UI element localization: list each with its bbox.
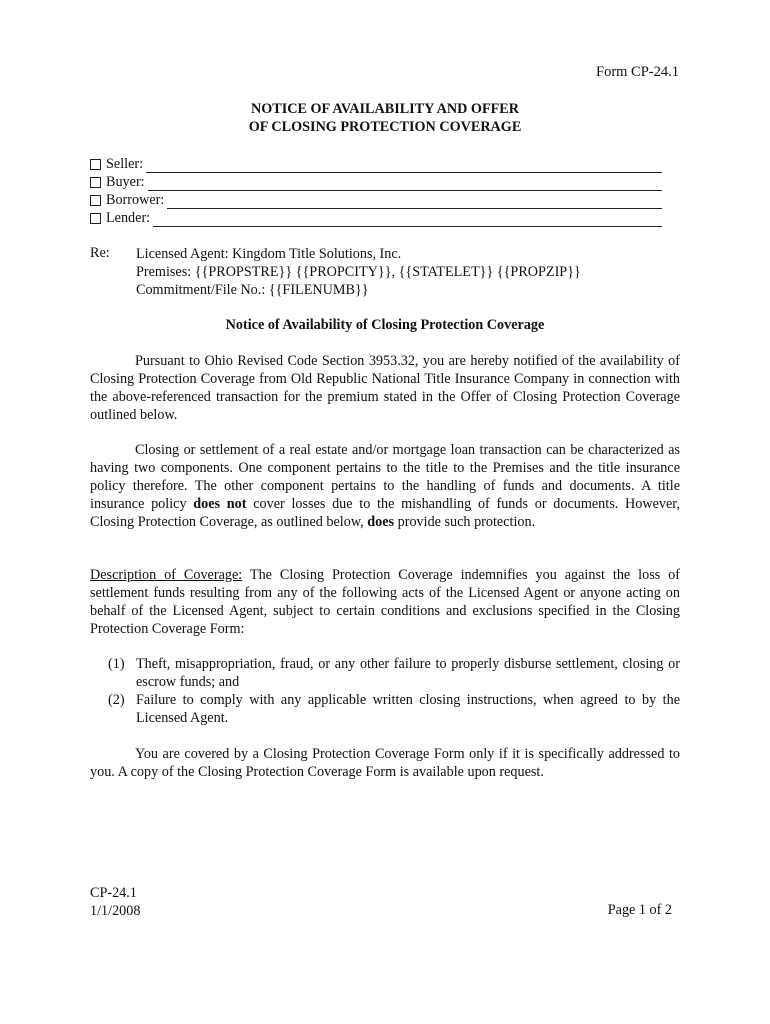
borrower-checkbox[interactable] <box>90 195 101 206</box>
borrower-blank-line[interactable] <box>167 194 662 209</box>
seller-checkbox[interactable] <box>90 159 101 170</box>
paragraph-closing <box>90 441 680 531</box>
document-title <box>90 100 680 136</box>
lender-label: Lender: <box>106 210 151 226</box>
lender-checkbox[interactable] <box>90 213 101 224</box>
closing-emphasis-does: does <box>367 514 395 530</box>
buyer-field[interactable] <box>90 173 662 191</box>
section-heading: Notice of Availability of Closing Protection Coverage <box>225 317 545 333</box>
footer-left <box>90 884 140 920</box>
closing-text-a: Closing or settlement of a real estate and/or mortgage loan transaction can be characterized as having two components. One component pertains to the title to the Premises and the title insurance policy therefore. The other component pertains to the handling of funds and documents. A title insurance policy <box>90 442 680 512</box>
description-heading: Description of Coverage: <box>90 567 243 583</box>
list-item <box>108 691 680 727</box>
closing-text-c: provide such protection. <box>394 514 536 530</box>
buyer-checkbox[interactable] <box>90 177 101 188</box>
paragraph-pursuant: Pursuant to Ohio Revised Code Section 3953.32, you are hereby notified of the availability of Closing Protection Coverage from Old Republic National Title Insurance Company in connection with the above-referenced transaction for the premium stated in the Offer of Closing Protection Coverage outlined below. <box>90 353 680 423</box>
seller-field[interactable] <box>90 155 662 173</box>
closing-emphasis-does-not: does not <box>193 496 247 512</box>
seller-blank-line[interactable] <box>146 158 662 173</box>
closing-text-b: cover losses due to the mishandling of funds or documents. However, Closing Protection Coverage, as outlined below, <box>90 496 680 530</box>
lender-blank-line[interactable] <box>153 212 662 227</box>
buyer-label: Buyer: <box>106 174 145 190</box>
list-item-text: Theft, misappropriation, fraud, or any other failure to properly disburse settlement, closing or escrow funds; and <box>136 656 680 690</box>
description-text: The Closing Protection Coverage indemnifies you against the loss of settlement funds resulting from any of the following acts of the Licensed Agent or anyone acting on behalf of the Licensed Agent, subject to certain conditions and exclusions specified in the Closing Protection Coverage Form: <box>90 567 681 637</box>
paragraph-coverage-form: You are covered by a Closing Protection Coverage Form only if it is specifically addressed to you. A copy of the Closing Protection Coverage Form is available upon request. <box>90 746 680 780</box>
list-item <box>108 655 680 691</box>
licensed-agent: Licensed Agent: Kingdom Title Solutions, Inc. <box>136 246 402 262</box>
buyer-blank-line[interactable] <box>148 176 662 191</box>
file-number: Commitment/File No.: {{FILENUMB}} <box>136 282 369 298</box>
form-number: Form CP-24.1 <box>596 64 679 80</box>
list-item-text: Failure to comply with any applicable written closing instructions, when agreed to by the Licensed Agent. <box>136 692 680 726</box>
borrower-field[interactable] <box>90 191 662 209</box>
premises: Premises: {{PROPSTRE}} {{PROPCITY}}, {{STATELET}} {{PROPZIP}} <box>136 264 581 280</box>
footer-date: 1/1/2008 <box>90 903 141 919</box>
title-line-1: NOTICE OF AVAILABILITY AND OFFER <box>250 101 520 117</box>
list-item-number: (1) <box>108 656 125 672</box>
seller-label: Seller: <box>106 156 144 172</box>
re-label: Re: <box>90 245 110 261</box>
re-block <box>136 245 581 299</box>
title-line-2: OF CLOSING PROTECTION COVERAGE <box>248 119 522 135</box>
list-item-number: (2) <box>108 692 125 708</box>
page-number: Page 1 of 2 <box>607 902 672 918</box>
footer-form-code: CP-24.1 <box>90 885 137 901</box>
lender-field[interactable] <box>90 209 662 227</box>
paragraph-description <box>90 566 680 638</box>
borrower-label: Borrower: <box>106 192 165 208</box>
